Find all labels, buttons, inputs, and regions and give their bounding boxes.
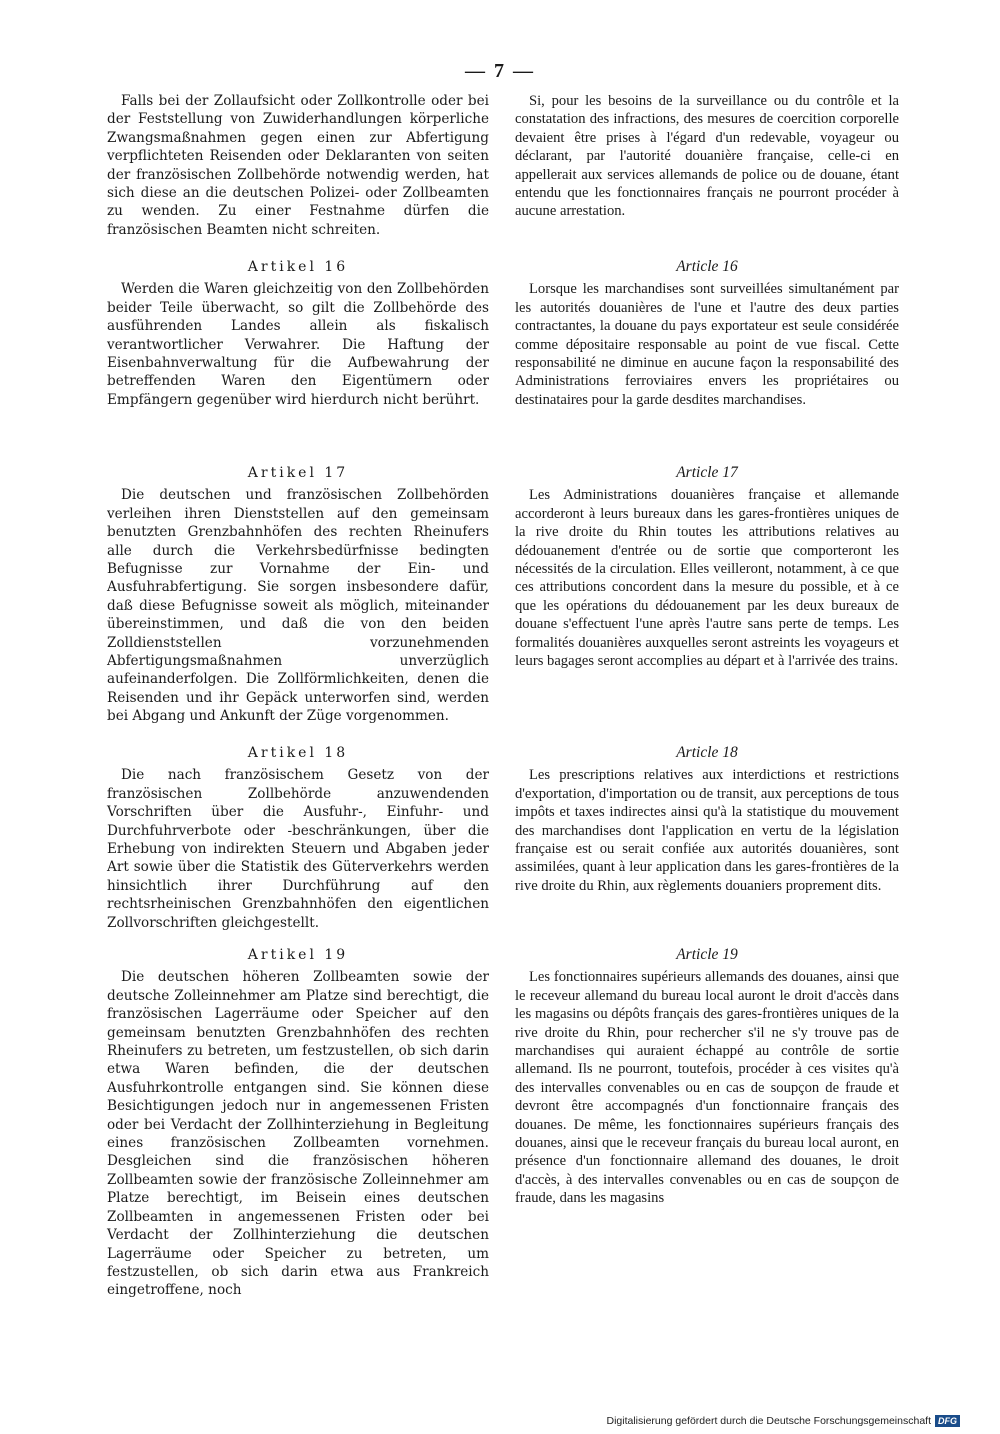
- french-article-16: [515, 258, 899, 409]
- french-article-text: Lorsque les marchandises sont surveillées simultanément par les autorités douanières de l'une et l'autre des deux parties contractantes, la douane du pays exportateur est seule considérée comme dépositaire responsable au point de vue fiscal. Cette responsabilité ne diminue en aucune façon la responsabilité des Administrations ferroviaires envers les propriétaires ou destinataires pour la garde desdites marchandises.: [515, 281, 899, 408]
- french-article-heading: Article 16: [676, 258, 738, 275]
- german-article-text: Die deutschen höheren Zollbeamten sowie der deutsche Zolleinnehmer am Platze sind berechtigt, die französischen Lagerräume oder Speicher auf den gemeinsam benutzten Grenzbahnhöfen des rechten Rheinufers zu betreten, um festzustellen, ob sich darin etwa Waren befinden, die der deutschen Ausfuhrkontrolle entgangen sind. Sie können diese Besichtigungen jedoch nur in angemessenen Fristen oder bei Verdacht der Zollhinterziehung in Begleitung eines französischen Zollbeamten vornehmen. Desgleichen sind die französischen höheren Zollbeamten sowie der französische Zolleinnehmer am Platze berechtigt, im Beisein eines deutschen Zollbeamten in angemessenen Fristen oder bei Verdacht der Zollhinterziehung die deutschen Lagerräume oder Speicher zu betreten, um festzustellen, ob sich darin etwa aus Frankreich eingetroffene, noch: [107, 969, 489, 1299]
- french-intro-block: [515, 92, 899, 221]
- german-article-19: [107, 946, 489, 1300]
- page-number: — 7 —: [465, 60, 535, 82]
- french-article-heading: Article 17: [676, 464, 738, 481]
- french-article-heading: Article 19: [676, 946, 738, 963]
- german-article-18: [107, 744, 489, 932]
- german-article-heading: Artikel 16: [247, 259, 349, 275]
- french-article-text: Les Administrations douanières française et allemande accorderont à leurs bureaux dans les gares-frontières uniques de la rive droite du Rhin toutes les attributions relatives au dédouanement d'entrée ou de sortie que comporteront les nécessités de la circulation. Elles veilleront, notamment, à ce que ces attributions concordent dans la mesure du possible, et à ce que les opérations du dédouanement par les deux bureaux de douane s'effectuent l'une après l'autre sans perte de temps. Les formalités douanières auxquelles seront astreints les voyageurs et leurs bagages seront accomplies au départ et à l'arrivée des trains.: [515, 487, 899, 670]
- german-article-17: [107, 464, 489, 726]
- french-article-17: [515, 464, 899, 670]
- digitization-credit: [606, 1415, 960, 1427]
- dfg-logo: DFG: [935, 1415, 960, 1427]
- german-article-heading: Artikel 18: [247, 745, 349, 761]
- german-intro-block: [107, 92, 489, 239]
- french-article-text: Les prescriptions relatives aux interdictions et restrictions d'exportation, d'importation ou de transit, aux perceptions de tous impôts et taxes indirectes ainsi qu'à la statistique du mouvement des marchandises dont l'application en vertu de la législation française est ou serait confiée aux autorités douanières, sont assimilées, quant à leur application dans les gares-frontières de la rive droite du Rhin, aux règlements douaniers proprement dits.: [515, 767, 899, 894]
- german-article-heading: Artikel 17: [247, 465, 349, 481]
- german-article-heading: Artikel 19: [247, 947, 349, 963]
- french-article-heading: Article 18: [676, 744, 738, 761]
- french-article-19: [515, 946, 899, 1208]
- french-intro-paragraph: Si, pour les besoins de la surveillance ou du contrôle et la constatation des infractions, des mesures de coercition corporelle devaient être prises à l'égard d'un redevable, voyageur ou déclarant, par l'autorité douanière française, celle-ci en appellerait aux services allemands de police ou de douane, étant entendu que les fonctionnaires français ne pourront procéder à aucune arrestation.: [515, 93, 899, 220]
- credit-text: Digitalisierung gefördert durch die Deutsche Forschungsgemeinschaft: [606, 1415, 931, 1427]
- german-article-text: Die deutschen und französischen Zollbehörden verleihen ihren Dienststellen auf den gemeinsam benutzten Grenzbahnhöfen des rechten Rheinufers alle durch die Verkehrsbedürfnisse bedingten Befugnisse zur Vornahme der Ein- und Ausfuhrabfertigung. Sie sorgen insbesondere dafür, daß diese Befugnisse soweit als möglich, miteinander übereinstimmen, und daß die von den beiden Zolldienststellen vorzunehmenden Abfertigungsmaßnahmen unverzüglich aufeinanderfolgen. Die Zollförmlichkeiten, denen die Reisenden und ihr Gepäck unterworfen sind, werden bei Abgang und Ankunft der Züge vorgenommen.: [107, 487, 489, 725]
- french-article-text: Les fonctionnaires supérieurs allemands des douanes, ainsi que le receveur allemand du bureau local auront le droit d'accès dans les magasins ou dépôts français des gares-frontières uniques de la rive droite du Rhin, pour rechercher s'il ne s'y trouve pas de marchandises qui auraient échappé au contrôle de sortie allemand. Ils ne pourront, toutefois, procéder à ces visites qu'à des intervalles convenables ou en cas de soupçon de fraude et devront être accompagnés d'un fonctionnaire français des douanes. De même, les fonctionnaires supérieurs français des douanes, ainsi que le receveur français du bureau local auront, en présence d'un fonctionnaire allemand des douanes, le droit d'accès, à des intervalles convenables ou en cas de soupçon de fraude, dans les magasins: [515, 969, 899, 1207]
- german-article-16: [107, 258, 489, 409]
- french-article-18: [515, 744, 899, 895]
- german-article-text: Werden die Waren gleichzeitig von den Zollbehörden beider Teile überwacht, so gilt die Zollbehörde des ausführenden Landes allein als fiskalisch verantwortlicher Verwahrer. Die Haftung der Eisenbahnverwaltung für die Aufbewahrung der betreffenden Waren den Eigentümern oder Empfängern gegenüber wird hierdurch nicht berührt.: [107, 281, 489, 408]
- german-intro-paragraph: Falls bei der Zollaufsicht oder Zollkontrolle oder bei der Feststellung von Zuwiderhandlungen körperliche Zwangsmaßnahmen gegen einen zur Abfertigung verpflichteten Reisenden oder Deklaranten von seiten der französischen Zollbehörde notwendig werden, hat sich diese an die deutschen Polizei- oder Zollbeamten zu wenden. Zu einer Festnahme dürfen die französischen Beamten nicht schreiten.: [107, 93, 489, 238]
- german-article-text: Die nach französischem Gesetz von der französischen Zollbehörde anzuwendenden Vorschriften über die Ausfuhr-, Einfuhr- und Durchfuhrverbote oder -beschränkungen, über die Erhebung von indirekten Steuern und Abgaben jeder Art sowie über die Statistik des Güterverkehrs werden hinsichtlich ihrer Durchführung auf den rechtsrheinischen Grenzbahnhöfen den eigentlichen Zollvorschriften gleichgestellt.: [107, 767, 489, 931]
